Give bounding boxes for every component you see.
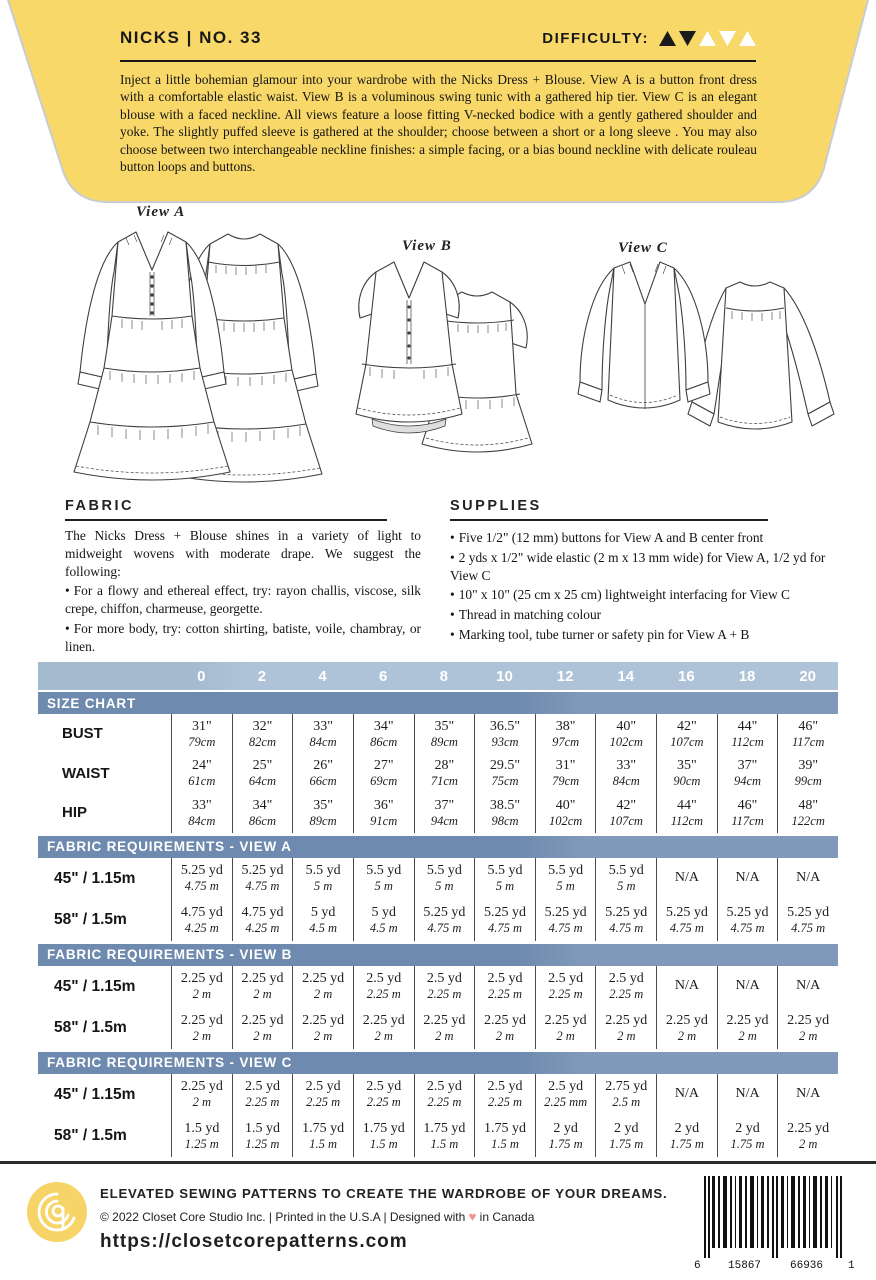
table-cell: 1.75 yd 1.5 m (414, 1115, 475, 1157)
fabric-requirements-band: FABRIC REQUIREMENTS - VIEW B (38, 944, 838, 966)
footer-divider (0, 1161, 876, 1164)
supplies-bullet-list (450, 529, 840, 644)
view-b-label: View B (402, 238, 452, 254)
fabric-rule (65, 519, 387, 521)
view-a-label: View A (136, 204, 186, 220)
bullet-item: • 2 yds x 1/2" wide elastic (2 m x 13 mm wide) for View A, 1/2 yd for View C (450, 549, 826, 583)
table-row (38, 754, 838, 794)
size-column-header: 14 (617, 667, 635, 685)
size-column-header: 16 (678, 667, 695, 685)
bullet-item: • Five 1/2" (12 mm) buttons for View A and B center front (450, 530, 764, 545)
table-cell: 35" 89cm (414, 714, 475, 754)
table-cell: 2.25 yd 2 m (232, 1007, 293, 1049)
size-column-header: 6 (379, 667, 388, 685)
table-row (38, 858, 838, 900)
table-cell: 5.5 yd 5 m (353, 858, 414, 900)
bullet-item: • For more body, try: cotton shirting, batiste, voile, chambray, or linen. (65, 621, 421, 654)
table-cell: 34" 86cm (232, 793, 293, 833)
table-cell: 27" 69cm (353, 754, 414, 794)
table-cell: 5.5 yd 5 m (535, 858, 596, 900)
fabric-text (65, 527, 421, 656)
table-cell: 1.5 yd 1.25 m (171, 1115, 232, 1157)
closet-core-logo-icon (27, 1182, 87, 1242)
table-cell: 1.75 yd 1.5 m (292, 1115, 353, 1157)
size-chart-table (38, 714, 838, 833)
table-cell: N/A (777, 1074, 838, 1116)
table-cell: 1.75 yd 1.5 m (474, 1115, 535, 1157)
difficulty-triangle-icon (699, 31, 716, 46)
row-label: 58" / 1.5m (54, 911, 127, 929)
table-cell: 5.5 yd 5 m (474, 858, 535, 900)
table-row (38, 899, 838, 941)
pattern-title: NICKS | NO. 33 (120, 28, 262, 47)
fabric-requirements-table (38, 836, 838, 941)
table-cell: 2.25 yd 2 m (474, 1007, 535, 1049)
table-cell: 5.5 yd 5 m (595, 858, 656, 900)
table-cell: 5.25 yd 4.75 m (656, 899, 717, 941)
table-cell: 2.75 yd 2.5 m (595, 1074, 656, 1116)
table-cell: 5 yd 4.5 m (292, 899, 353, 941)
table-cell: 4.75 yd 4.25 m (232, 899, 293, 941)
view-c-drawing (556, 252, 861, 457)
supplies-text (450, 527, 840, 644)
table-cell: 2 yd 1.75 m (535, 1115, 596, 1157)
table-cell: 36.5" 93cm (474, 714, 535, 754)
size-column-header: 10 (496, 667, 513, 685)
table-cell: 2.25 yd 2 m (535, 1007, 596, 1049)
table-cell: 5.25 yd 4.75 m (595, 899, 656, 941)
table-cell: 5.5 yd 5 m (292, 858, 353, 900)
table-cell: 38" 97cm (535, 714, 596, 754)
table-cell: 44" 112cm (656, 793, 717, 833)
row-label: WAIST (62, 764, 110, 782)
fabric-requirements-table (38, 944, 838, 1049)
footer-copyright (100, 1209, 534, 1224)
table-cell: 2.25 yd 2 m (232, 966, 293, 1008)
bullet-item: • 10" x 10" (25 cm x 25 cm) lightweight interfacing for View C (450, 587, 790, 603)
row-label: 45" / 1.15m (54, 977, 136, 995)
table-cell: 42" 107cm (656, 714, 717, 754)
table-cell: 2.25 yd 2 m (292, 966, 353, 1008)
fabric-requirements-tables (38, 836, 838, 1157)
table-cell: N/A (777, 966, 838, 1008)
heart-icon: ♥ (468, 1209, 477, 1224)
barcode-digit-group: 66936 (790, 1260, 824, 1272)
table-row (38, 793, 838, 833)
table-cell: 29.5" 75cm (474, 754, 535, 794)
table-cell: 34" 86cm (353, 714, 414, 754)
row-label: 45" / 1.15m (54, 869, 136, 887)
table-cell: 2.25 yd 2 m (777, 1115, 838, 1157)
table-cell: 2.25 yd 2 m (777, 1007, 838, 1049)
table-cell: 31" 79cm (535, 754, 596, 794)
difficulty-triangle-icon (679, 31, 696, 46)
fabric-intro: The Nicks Dress + Blouse shines in a variety of light to midweight wovens with moderate drape. We suggest the following: (65, 528, 421, 579)
table-cell: 36" 91cm (353, 793, 414, 833)
table-cell: 33" 84cm (595, 754, 656, 794)
size-column-header: 0 (197, 667, 206, 685)
table-cell: 2.25 yd 2 m (171, 1074, 232, 1116)
fabric-bullet-list (65, 582, 421, 655)
barcode-digits (694, 1258, 858, 1274)
fabric-requirements-band: FABRIC REQUIREMENTS - VIEW C (38, 1052, 838, 1074)
table-row (38, 1074, 838, 1116)
table-cell: 28" 71cm (414, 754, 475, 794)
size-column-header: 20 (799, 667, 817, 685)
table-cell: 4.75 yd 4.25 m (171, 899, 232, 941)
table-cell: 2.25 yd 2 m (171, 1007, 232, 1049)
table-cell: 33" 84cm (171, 793, 232, 833)
copyright-text: © 2022 Closet Core Studio Inc. | Printed in the U.S.A | Designed with (100, 1210, 466, 1224)
bullet-item: • For a flowy and ethereal effect, try: rayon challis, viscose, silk crepe, chiffon, charmeuse, georgette. (65, 583, 421, 617)
table-cell: 2.25 yd 2 m (171, 966, 232, 1008)
table-cell: 2.25 yd 2 m (414, 1007, 475, 1049)
table-cell: 5.25 yd 4.75 m (717, 899, 778, 941)
table-cell: 48" 122cm (777, 793, 838, 833)
barcode-bars (694, 1172, 858, 1258)
table-cell: 35" 89cm (292, 793, 353, 833)
table-cell: 2.5 yd 2.25 m (535, 966, 596, 1008)
size-column-header: 8 (439, 667, 449, 685)
table-cell: 46" 117cm (777, 714, 838, 754)
table-cell: 46" 117cm (717, 793, 778, 833)
size-column-header: 18 (738, 667, 756, 685)
table-cell: 2.5 yd 2.25 m (474, 1074, 535, 1116)
table-cell: N/A (777, 858, 838, 900)
bullet-item: • Thread in matching colour (450, 607, 602, 623)
view-a-drawing (46, 220, 346, 490)
row-label: 58" / 1.5m (54, 1019, 127, 1037)
difficulty-triangle-icon (739, 31, 756, 46)
barcode-digit-group: 6 (694, 1260, 701, 1272)
table-row (38, 1115, 838, 1157)
table-cell: 2.5 yd 2.25 m (292, 1074, 353, 1116)
table-cell: 5 yd 4.5 m (353, 899, 414, 941)
table-cell: 5.25 yd 4.75 m (414, 899, 475, 941)
table-cell: 40" 102cm (595, 714, 656, 754)
bullet-item: • Marking tool, tube turner or safety pin for View A + B (450, 627, 750, 643)
table-row (38, 966, 838, 1008)
table-cell: 1.75 yd 1.5 m (353, 1115, 414, 1157)
footer-tagline: ELEVATED SEWING PATTERNS TO CREATE THE WARDROBE OF YOUR DREAMS. (100, 1186, 668, 1201)
view-c-label: View C (618, 240, 668, 256)
table-cell: 24" 61cm (171, 754, 232, 794)
barcode-digit-group: 15867 (728, 1260, 762, 1272)
table-cell: 2 yd 1.75 m (595, 1115, 656, 1157)
row-label: BUST (62, 725, 103, 743)
table-cell: N/A (656, 1074, 717, 1116)
table-cell: 25" 64cm (232, 754, 293, 794)
table-cell: 2 yd 1.75 m (717, 1115, 778, 1157)
fabric-requirements-table (38, 1052, 838, 1157)
table-cell: 5.25 yd 4.75 m (171, 858, 232, 900)
table-cell: 42" 107cm (595, 793, 656, 833)
table-cell: 35" 90cm (656, 754, 717, 794)
table-cell: 33" 84cm (292, 714, 353, 754)
difficulty-indicator (542, 30, 756, 47)
table-cell: 2.5 yd 2.25 mm (535, 1074, 596, 1116)
table-cell: 5.25 yd 4.75 m (474, 899, 535, 941)
copyright-country: in Canada (476, 1210, 535, 1224)
supplies-heading: SUPPLIES (450, 498, 542, 514)
table-cell: 2.25 yd 2 m (292, 1007, 353, 1049)
view-b-drawing (346, 252, 576, 457)
table-cell: 40" 102cm (535, 793, 596, 833)
difficulty-label: DIFFICULTY: (542, 29, 649, 47)
table-cell: 32" 82cm (232, 714, 293, 754)
size-chart-band: SIZE CHART (38, 692, 838, 714)
table-cell: N/A (656, 966, 717, 1008)
difficulty-triangle-icon (659, 31, 676, 46)
table-cell: 2.5 yd 2.25 m (353, 1074, 414, 1116)
table-cell: 44" 112cm (717, 714, 778, 754)
table-cell: 2.5 yd 2.25 m (595, 966, 656, 1008)
table-cell: 2.5 yd 2.25 m (414, 1074, 475, 1116)
size-column-header: 2 (257, 667, 267, 685)
table-cell: 2.25 yd 2 m (595, 1007, 656, 1049)
barcode (694, 1172, 858, 1276)
table-cell: 2.25 yd 2 m (717, 1007, 778, 1049)
supplies-rule (450, 519, 768, 521)
difficulty-triangles (659, 31, 756, 46)
size-column-header: 12 (556, 667, 574, 685)
table-row (38, 714, 838, 754)
table-cell: 2.5 yd 2.25 m (232, 1074, 293, 1116)
table-cell: 2.25 yd 2 m (656, 1007, 717, 1049)
table-row (38, 1007, 838, 1049)
size-header-row (38, 662, 838, 690)
table-cell: 31" 79cm (171, 714, 232, 754)
table-cell: 37" 94cm (717, 754, 778, 794)
size-column-header: 4 (318, 667, 327, 685)
table-cell: 5.25 yd 4.75 m (232, 858, 293, 900)
table-cell: 5.5 yd 5 m (414, 858, 475, 900)
table-cell: 37" 94cm (414, 793, 475, 833)
table-cell: 39" 99cm (777, 754, 838, 794)
fabric-heading: FABRIC (65, 498, 134, 514)
footer-url: https://closetcorepatterns.com (100, 1231, 408, 1252)
table-cell: 2.25 yd 2 m (353, 1007, 414, 1049)
table-cell: 2.5 yd 2.25 m (414, 966, 475, 1008)
fabric-requirements-band: FABRIC REQUIREMENTS - VIEW A (38, 836, 838, 858)
row-label: 45" / 1.15m (54, 1085, 136, 1103)
table-cell: N/A (656, 858, 717, 900)
table-cell: N/A (717, 858, 778, 900)
table-cell: 1.5 yd 1.25 m (232, 1115, 293, 1157)
table-cell: N/A (717, 966, 778, 1008)
difficulty-triangle-icon (719, 31, 736, 46)
table-cell: N/A (717, 1074, 778, 1116)
row-label: 58" / 1.5m (54, 1127, 127, 1145)
table-cell: 2 yd 1.75 m (656, 1115, 717, 1157)
table-cell: 2.5 yd 2.25 m (474, 966, 535, 1008)
pattern-description: Inject a little bohemian glamour into your wardrobe with the Nicks Dress + Blouse. View A is a button front dress with a comfortable elastic waist. View B is a voluminous swing tunic with a gathered hip tier. View C is an elegant blouse with a faced neckline. All views feature a loose fitting V-necked bodice with a gently gathered shoulder and yoke. The slightly puffed sleeve is gathered at the shoulder; choose between a short or a long sleeve . You may also choose between two interchangeable neckline finishes: a simple facing, or a bias bound neckline with delicate rouleau button loops and buttons. (120, 72, 757, 175)
table-cell: 26" 66cm (292, 754, 353, 794)
table-cell: 38.5" 98cm (474, 793, 535, 833)
table-cell: 5.25 yd 4.75 m (535, 899, 596, 941)
row-label: HIP (62, 804, 88, 822)
header-divider (120, 60, 756, 62)
table-cell: 5.25 yd 4.75 m (777, 899, 838, 941)
tables-section (38, 662, 838, 1157)
barcode-digit-group: 1 (848, 1260, 855, 1272)
table-cell: 2.5 yd 2.25 m (353, 966, 414, 1008)
